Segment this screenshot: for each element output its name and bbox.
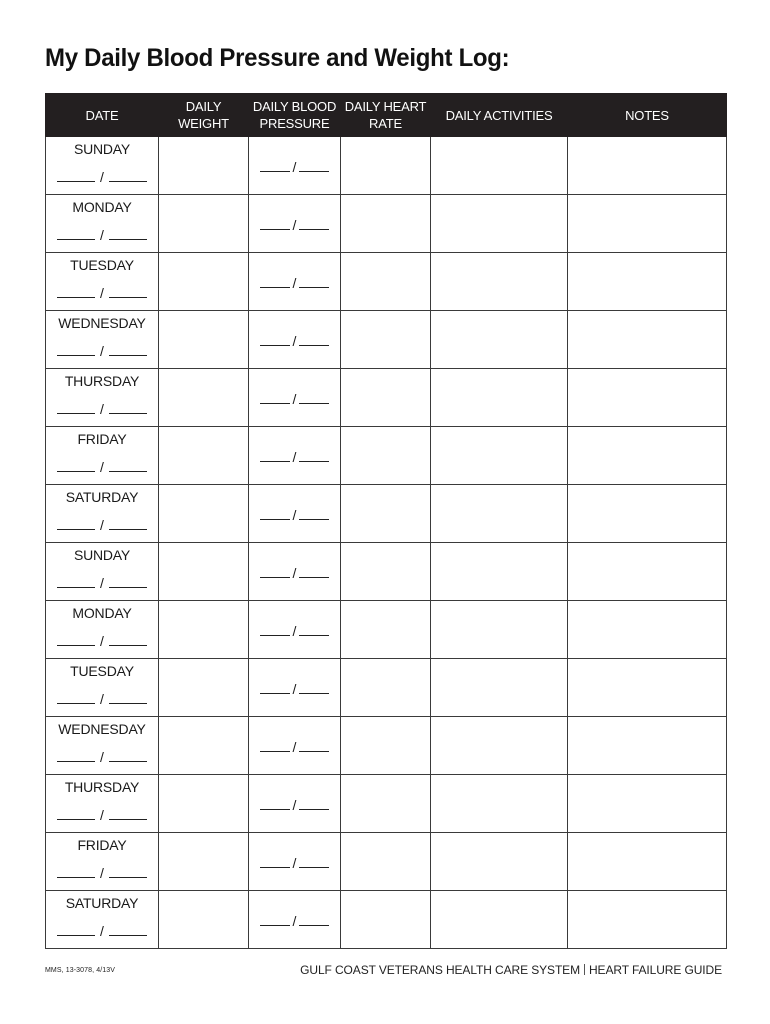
heart-rate-cell[interactable] xyxy=(341,369,431,427)
month-blank[interactable] xyxy=(57,807,95,820)
weight-cell[interactable] xyxy=(159,253,249,311)
day-label: SATURDAY xyxy=(65,489,139,505)
date-separator: / xyxy=(100,807,104,823)
table-row xyxy=(46,137,727,195)
blood-pressure-cell[interactable] xyxy=(249,601,341,659)
blood-pressure-cell[interactable] xyxy=(249,311,341,369)
date-separator: / xyxy=(100,169,104,185)
month-blank[interactable] xyxy=(57,169,95,182)
table-row xyxy=(46,543,727,601)
date-entry[interactable] xyxy=(46,285,158,301)
date-separator: / xyxy=(100,343,104,359)
heart-rate-cell[interactable] xyxy=(341,659,431,717)
date-separator: / xyxy=(100,285,104,301)
activities-cell[interactable] xyxy=(431,195,568,253)
month-blank[interactable] xyxy=(57,749,95,762)
date-cell[interactable] xyxy=(46,195,159,253)
blood-pressure-cell[interactable] xyxy=(249,253,341,311)
diastolic-blank[interactable] xyxy=(299,217,329,230)
blood-pressure-cell[interactable] xyxy=(249,485,341,543)
systolic-blank[interactable] xyxy=(260,797,290,810)
date-entry[interactable] xyxy=(46,401,158,417)
heart-rate-cell[interactable] xyxy=(341,485,431,543)
activities-cell[interactable] xyxy=(431,427,568,485)
day-label: SATURDAY xyxy=(65,895,139,911)
header-daily-activities: DAILY ACTIVITIES xyxy=(431,94,568,137)
month-blank[interactable] xyxy=(57,227,95,240)
header-heart-rate-line1: DAILY HEART xyxy=(344,99,427,114)
weight-cell[interactable] xyxy=(159,601,249,659)
heart-rate-cell[interactable] xyxy=(341,891,431,949)
blood-pressure-cell[interactable] xyxy=(249,427,341,485)
diastolic-blank[interactable] xyxy=(299,797,329,810)
table-row xyxy=(46,253,727,311)
header-blood-pressure-line1: DAILY BLOOD xyxy=(252,99,337,114)
day-blank[interactable] xyxy=(109,575,147,588)
notes-cell[interactable] xyxy=(568,543,727,601)
notes-cell[interactable] xyxy=(568,717,727,775)
date-cell[interactable] xyxy=(46,659,159,717)
activities-cell[interactable] xyxy=(431,485,568,543)
day-blank[interactable] xyxy=(109,459,147,472)
systolic-blank[interactable] xyxy=(260,623,290,636)
blood-pressure-entry[interactable] xyxy=(249,565,340,581)
day-label: TUESDAY xyxy=(70,663,134,679)
blood-pressure-entry[interactable] xyxy=(249,855,340,871)
weight-cell[interactable] xyxy=(159,369,249,427)
diastolic-blank[interactable] xyxy=(299,913,329,926)
date-cell[interactable] xyxy=(46,717,159,775)
day-label: TUESDAY xyxy=(70,257,134,273)
blood-pressure-entry[interactable] xyxy=(249,449,340,465)
systolic-blank[interactable] xyxy=(260,855,290,868)
systolic-blank[interactable] xyxy=(260,507,290,520)
bp-separator: / xyxy=(292,797,297,813)
day-blank[interactable] xyxy=(109,517,147,530)
systolic-blank[interactable] xyxy=(260,391,290,404)
bp-separator: / xyxy=(292,391,297,407)
day-label: FRIDAY xyxy=(77,837,127,853)
day-label: THURSDAY xyxy=(64,779,140,795)
notes-cell[interactable] xyxy=(568,253,727,311)
diastolic-blank[interactable] xyxy=(299,275,329,288)
day-label: MONDAY xyxy=(72,605,132,621)
date-cell[interactable] xyxy=(46,601,159,659)
day-blank[interactable] xyxy=(109,401,147,414)
weight-cell[interactable] xyxy=(159,543,249,601)
month-blank[interactable] xyxy=(57,923,95,936)
activities-cell[interactable] xyxy=(431,369,568,427)
day-label: THURSDAY xyxy=(64,373,140,389)
header-heart-rate-line2: RATE xyxy=(369,116,402,131)
form-code: MMS, 13-3078, 4/13V xyxy=(45,967,115,974)
weight-cell[interactable] xyxy=(159,195,249,253)
table-row xyxy=(46,833,727,891)
date-cell[interactable] xyxy=(46,253,159,311)
date-separator: / xyxy=(100,749,104,765)
blood-pressure-entry[interactable] xyxy=(249,913,340,929)
systolic-blank[interactable] xyxy=(260,449,290,462)
bp-separator: / xyxy=(292,333,297,349)
date-cell[interactable] xyxy=(46,137,159,195)
date-cell[interactable] xyxy=(46,311,159,369)
header-notes: NOTES xyxy=(568,94,727,137)
month-blank[interactable] xyxy=(57,865,95,878)
month-blank[interactable] xyxy=(57,459,95,472)
date-cell[interactable] xyxy=(46,891,159,949)
date-entry[interactable] xyxy=(46,517,158,533)
date-cell[interactable] xyxy=(46,833,159,891)
table-row xyxy=(46,485,727,543)
weight-cell[interactable] xyxy=(159,891,249,949)
date-separator: / xyxy=(100,691,104,707)
diastolic-blank[interactable] xyxy=(299,333,329,346)
date-separator: / xyxy=(100,865,104,881)
table-row xyxy=(46,311,727,369)
date-separator: / xyxy=(100,633,104,649)
date-entry[interactable] xyxy=(46,691,158,707)
blood-pressure-cell[interactable] xyxy=(249,833,341,891)
activities-cell[interactable] xyxy=(431,137,568,195)
month-blank[interactable] xyxy=(57,575,95,588)
diastolic-blank[interactable] xyxy=(299,681,329,694)
date-entry[interactable] xyxy=(46,227,158,243)
blood-pressure-entry[interactable] xyxy=(249,739,340,755)
systolic-blank[interactable] xyxy=(260,681,290,694)
notes-cell[interactable] xyxy=(568,659,727,717)
bp-separator: / xyxy=(292,565,297,581)
table-row xyxy=(46,717,727,775)
blood-pressure-entry[interactable] xyxy=(249,507,340,523)
diastolic-blank[interactable] xyxy=(299,855,329,868)
weight-cell[interactable] xyxy=(159,427,249,485)
date-cell[interactable] xyxy=(46,427,159,485)
blood-pressure-entry[interactable] xyxy=(249,159,340,175)
date-entry[interactable] xyxy=(46,749,158,765)
activities-cell[interactable] xyxy=(431,775,568,833)
month-blank[interactable] xyxy=(57,691,95,704)
bp-separator: / xyxy=(292,275,297,291)
date-entry[interactable] xyxy=(46,459,158,475)
day-label: WEDNESDAY xyxy=(58,315,146,331)
bp-separator: / xyxy=(292,507,297,523)
day-blank[interactable] xyxy=(109,169,147,182)
day-blank[interactable] xyxy=(109,923,147,936)
systolic-blank[interactable] xyxy=(260,739,290,752)
weight-cell[interactable] xyxy=(159,311,249,369)
date-entry[interactable] xyxy=(46,923,158,939)
diastolic-blank[interactable] xyxy=(299,565,329,578)
month-blank[interactable] xyxy=(57,401,95,414)
notes-cell[interactable] xyxy=(568,369,727,427)
blood-pressure-cell[interactable] xyxy=(249,137,341,195)
month-blank[interactable] xyxy=(57,517,95,530)
heart-rate-cell[interactable] xyxy=(341,253,431,311)
day-blank[interactable] xyxy=(109,749,147,762)
table-row xyxy=(46,659,727,717)
date-entry[interactable] xyxy=(46,169,158,185)
diastolic-blank[interactable] xyxy=(299,739,329,752)
activities-cell[interactable] xyxy=(431,311,568,369)
footer-divider xyxy=(584,964,585,975)
bp-separator: / xyxy=(292,449,297,465)
systolic-blank[interactable] xyxy=(260,565,290,578)
bp-separator: / xyxy=(292,159,297,175)
systolic-blank[interactable] xyxy=(260,275,290,288)
activities-cell[interactable] xyxy=(431,833,568,891)
blood-pressure-cell[interactable] xyxy=(249,543,341,601)
page-title: My Daily Blood Pressure and Weight Log: xyxy=(45,44,510,72)
day-blank[interactable] xyxy=(109,865,147,878)
date-entry[interactable] xyxy=(46,807,158,823)
notes-cell[interactable] xyxy=(568,311,727,369)
day-label: MONDAY xyxy=(72,199,132,215)
systolic-blank[interactable] xyxy=(260,333,290,346)
day-label: FRIDAY xyxy=(77,431,127,447)
diastolic-blank[interactable] xyxy=(299,159,329,172)
activities-cell[interactable] xyxy=(431,717,568,775)
date-separator: / xyxy=(100,923,104,939)
day-blank[interactable] xyxy=(109,343,147,356)
diastolic-blank[interactable] xyxy=(299,391,329,404)
header-daily-weight: DAILY WEIGHT xyxy=(159,94,249,137)
blood-pressure-cell[interactable] xyxy=(249,891,341,949)
guide-name: HEART FAILURE GUIDE xyxy=(588,963,722,977)
header-blood-pressure xyxy=(249,94,341,137)
heart-rate-cell[interactable] xyxy=(341,195,431,253)
footer-credit xyxy=(300,963,722,977)
heart-rate-cell[interactable] xyxy=(341,311,431,369)
notes-cell[interactable] xyxy=(568,833,727,891)
bp-separator: / xyxy=(292,217,297,233)
bp-separator: / xyxy=(292,681,297,697)
notes-cell[interactable] xyxy=(568,775,727,833)
blood-pressure-entry[interactable] xyxy=(249,275,340,291)
table-row xyxy=(46,601,727,659)
header-blood-pressure-line2: PRESSURE xyxy=(259,116,330,131)
notes-cell[interactable] xyxy=(568,427,727,485)
table-row xyxy=(46,891,727,949)
date-separator: / xyxy=(100,575,104,591)
date-entry[interactable] xyxy=(46,575,158,591)
systolic-blank[interactable] xyxy=(260,913,290,926)
month-blank[interactable] xyxy=(57,285,95,298)
date-separator: / xyxy=(100,227,104,243)
bp-separator: / xyxy=(292,913,297,929)
notes-cell[interactable] xyxy=(568,601,727,659)
day-blank[interactable] xyxy=(109,807,147,820)
weight-cell[interactable] xyxy=(159,775,249,833)
weight-cell[interactable] xyxy=(159,717,249,775)
notes-cell[interactable] xyxy=(568,137,727,195)
weight-cell[interactable] xyxy=(159,659,249,717)
day-label: WEDNESDAY xyxy=(58,721,146,737)
notes-cell[interactable] xyxy=(568,891,727,949)
date-entry[interactable] xyxy=(46,343,158,359)
blood-pressure-cell[interactable] xyxy=(249,195,341,253)
day-blank[interactable] xyxy=(109,633,147,646)
systolic-blank[interactable] xyxy=(260,217,290,230)
date-separator: / xyxy=(100,459,104,475)
date-separator: / xyxy=(100,517,104,533)
date-cell[interactable] xyxy=(46,775,159,833)
weight-cell[interactable] xyxy=(159,137,249,195)
activities-cell[interactable] xyxy=(431,543,568,601)
header-heart-rate xyxy=(341,94,431,137)
diastolic-blank[interactable] xyxy=(299,449,329,462)
table-header xyxy=(46,94,727,137)
date-cell[interactable] xyxy=(46,369,159,427)
blood-pressure-entry[interactable] xyxy=(249,217,340,233)
day-blank[interactable] xyxy=(109,285,147,298)
heart-rate-cell[interactable] xyxy=(341,775,431,833)
day-blank[interactable] xyxy=(109,227,147,240)
day-blank[interactable] xyxy=(109,691,147,704)
heart-rate-cell[interactable] xyxy=(341,427,431,485)
table-row xyxy=(46,775,727,833)
date-entry[interactable] xyxy=(46,865,158,881)
activities-cell[interactable] xyxy=(431,601,568,659)
day-label: SUNDAY xyxy=(73,141,131,157)
date-separator: / xyxy=(100,401,104,417)
heart-rate-cell[interactable] xyxy=(341,137,431,195)
heart-rate-cell[interactable] xyxy=(341,601,431,659)
day-label: SUNDAY xyxy=(73,547,131,563)
blood-pressure-cell[interactable] xyxy=(249,775,341,833)
heart-rate-cell[interactable] xyxy=(341,543,431,601)
systolic-blank[interactable] xyxy=(260,159,290,172)
header-date: DATE xyxy=(46,94,159,137)
bp-separator: / xyxy=(292,855,297,871)
blood-pressure-cell[interactable] xyxy=(249,717,341,775)
table-body xyxy=(46,137,727,949)
bp-separator: / xyxy=(292,623,297,639)
heart-rate-cell[interactable] xyxy=(341,717,431,775)
diastolic-blank[interactable] xyxy=(299,507,329,520)
activities-cell[interactable] xyxy=(431,891,568,949)
blood-pressure-cell[interactable] xyxy=(249,369,341,427)
month-blank[interactable] xyxy=(57,343,95,356)
date-cell[interactable] xyxy=(46,543,159,601)
notes-cell[interactable] xyxy=(568,195,727,253)
month-blank[interactable] xyxy=(57,633,95,646)
blood-pressure-entry[interactable] xyxy=(249,623,340,639)
blood-pressure-entry[interactable] xyxy=(249,333,340,349)
organization-name: GULF COAST VETERANS HEALTH CARE SYSTEM xyxy=(300,963,580,977)
date-entry[interactable] xyxy=(46,633,158,649)
diastolic-blank[interactable] xyxy=(299,623,329,636)
table-row xyxy=(46,369,727,427)
table-row xyxy=(46,195,727,253)
heart-rate-cell[interactable] xyxy=(341,833,431,891)
log-table xyxy=(45,93,727,949)
notes-cell[interactable] xyxy=(568,485,727,543)
activities-cell[interactable] xyxy=(431,253,568,311)
activities-cell[interactable] xyxy=(431,659,568,717)
weight-cell[interactable] xyxy=(159,485,249,543)
date-cell[interactable] xyxy=(46,485,159,543)
blood-pressure-entry[interactable] xyxy=(249,391,340,407)
table-row xyxy=(46,427,727,485)
weight-cell[interactable] xyxy=(159,833,249,891)
blood-pressure-entry[interactable] xyxy=(249,681,340,697)
blood-pressure-cell[interactable] xyxy=(249,659,341,717)
blood-pressure-entry[interactable] xyxy=(249,797,340,813)
bp-separator: / xyxy=(292,739,297,755)
